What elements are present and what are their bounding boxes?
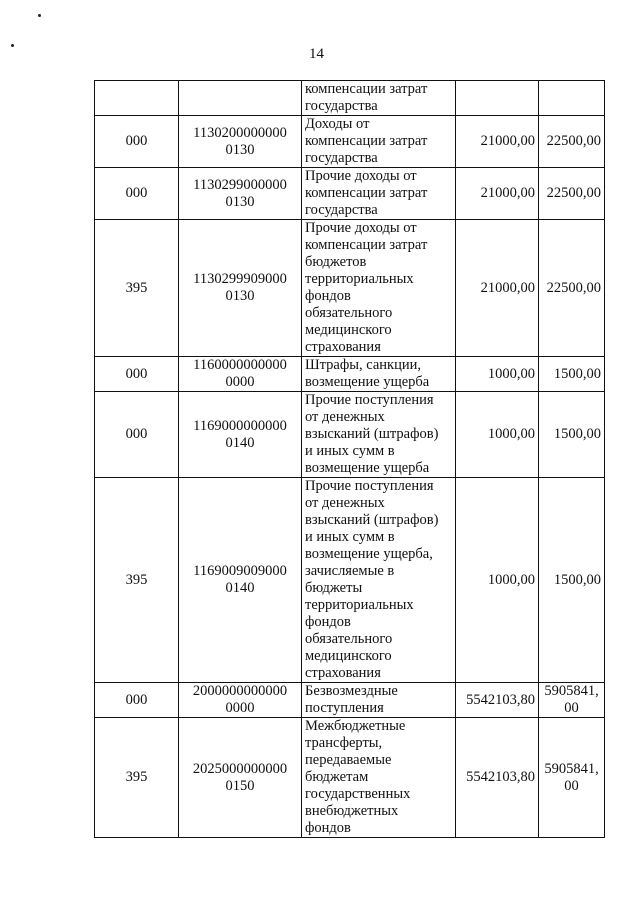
table-row bbox=[95, 116, 605, 168]
code-line: 1160000000000 bbox=[193, 357, 287, 373]
classification-code-cell bbox=[179, 718, 302, 838]
revenue-name-cell bbox=[302, 116, 456, 168]
code-line: 0000 bbox=[225, 374, 255, 390]
amount-year1-cell: 5542103,80 bbox=[456, 718, 539, 838]
code-line: 0130 bbox=[225, 288, 255, 304]
name-line: бюджеты bbox=[305, 580, 363, 596]
admin-code-cell bbox=[95, 81, 179, 116]
name-line: компенсации затрат bbox=[305, 237, 428, 253]
revenue-name-cell bbox=[302, 220, 456, 357]
name-line: фондов bbox=[305, 288, 351, 304]
code-line: 0000 bbox=[225, 700, 255, 716]
name-line: зачисляемые в bbox=[305, 563, 395, 579]
classification-code-cell bbox=[179, 357, 302, 392]
name-line: обязательного bbox=[305, 305, 393, 321]
code-line: 2025000000000 bbox=[192, 760, 288, 777]
admin-code-cell: 395 bbox=[95, 718, 179, 838]
name-line: компенсации затрат bbox=[305, 81, 428, 97]
amount-year2-cell bbox=[539, 478, 605, 683]
name-line: возмещение ущерба, bbox=[305, 546, 433, 562]
classification-code-cell bbox=[179, 683, 302, 718]
classification-code-cell bbox=[179, 168, 302, 220]
revenue-name-cell bbox=[302, 392, 456, 478]
admin-code-cell: 000 bbox=[95, 116, 179, 168]
name-line: возмещение ущерба bbox=[305, 460, 430, 476]
name-line: бюджетам bbox=[305, 769, 369, 785]
admin-code-cell: 000 bbox=[95, 357, 179, 392]
amount-year1-cell: 5542103,80 bbox=[456, 683, 539, 718]
name-line: поступления bbox=[305, 700, 384, 716]
table-row bbox=[95, 392, 605, 478]
name-line: компенсации затрат bbox=[305, 133, 428, 149]
code-line: 2000000000000 bbox=[192, 683, 288, 699]
name-line: и иных сумм в bbox=[305, 443, 395, 459]
table-row bbox=[95, 168, 605, 220]
name-line: Штрафы, санкции, bbox=[305, 357, 421, 373]
code-line: 1169000000000 bbox=[193, 417, 287, 434]
classification-code-cell bbox=[179, 220, 302, 357]
amount-year1-cell: 1000,00 bbox=[456, 392, 539, 478]
name-line: и иных сумм в bbox=[305, 529, 395, 545]
name-line: территориальных bbox=[305, 597, 414, 613]
table-row bbox=[95, 718, 605, 838]
name-line: страхования bbox=[305, 339, 381, 355]
name-line: от денежных bbox=[305, 409, 385, 425]
name-line: фондов bbox=[305, 820, 351, 836]
classification-code-cell bbox=[179, 116, 302, 168]
amount-year2-cell bbox=[539, 81, 605, 116]
name-line: страхования bbox=[305, 665, 381, 681]
code-line: 1130200000000 bbox=[193, 124, 287, 141]
name-line: государства bbox=[305, 98, 378, 114]
admin-code-cell: 395 bbox=[95, 220, 179, 357]
amount-year1-cell bbox=[456, 81, 539, 116]
code-line: 0130 bbox=[225, 141, 255, 158]
amount-year1-cell: 1000,00 bbox=[456, 357, 539, 392]
amount-line: 1500,00 bbox=[553, 426, 601, 442]
code-line: 1169009009000 bbox=[193, 563, 287, 579]
amount-year2-cell bbox=[539, 168, 605, 220]
amount-line: 5905841, bbox=[544, 683, 599, 699]
name-line: внебюджетных bbox=[305, 803, 399, 819]
name-line: бюджетов bbox=[305, 254, 367, 270]
amount-year2-cell bbox=[539, 116, 605, 168]
name-line: государственных bbox=[305, 786, 411, 802]
scan-speck bbox=[11, 44, 14, 47]
amount-line: 00 bbox=[564, 777, 579, 794]
amount-year1-cell: 1000,00 bbox=[456, 478, 539, 683]
admin-code-cell: 395 bbox=[95, 478, 179, 683]
code-line: 0140 bbox=[225, 434, 255, 451]
code-line: 0140 bbox=[225, 580, 255, 596]
amount-line: 5905841, bbox=[544, 760, 599, 777]
amount-line: 22500,00 bbox=[546, 279, 601, 296]
name-line: Прочие поступления bbox=[305, 478, 434, 494]
scan-speck bbox=[38, 14, 41, 17]
name-line: Прочие доходы от bbox=[305, 168, 417, 184]
amount-year1-cell: 21000,00 bbox=[456, 168, 539, 220]
code-line: 1130299000000 bbox=[193, 176, 287, 193]
amount-year2-cell bbox=[539, 718, 605, 838]
revenue-name-cell bbox=[302, 718, 456, 838]
name-line: обязательного bbox=[305, 631, 393, 647]
amount-line: 00 bbox=[564, 700, 579, 716]
revenue-name-cell bbox=[302, 478, 456, 683]
name-line: медицинского bbox=[305, 648, 392, 664]
name-line: компенсации затрат bbox=[305, 185, 428, 201]
name-line: Безвозмездные bbox=[305, 683, 398, 699]
revenue-name-cell bbox=[302, 683, 456, 718]
name-line: от денежных bbox=[305, 495, 385, 511]
revenue-name-cell bbox=[302, 357, 456, 392]
name-line: взысканий (штрафов) bbox=[305, 512, 439, 528]
revenue-name-cell bbox=[302, 168, 456, 220]
table-row bbox=[95, 683, 605, 718]
amount-year2-cell bbox=[539, 683, 605, 718]
amount-year1-cell: 21000,00 bbox=[456, 220, 539, 357]
amount-line: 1500,00 bbox=[553, 571, 601, 588]
name-line: Межбюджетные bbox=[305, 718, 406, 734]
revenue-table-body bbox=[95, 81, 605, 838]
classification-code-cell bbox=[179, 81, 302, 116]
name-line: возмещение ущерба bbox=[305, 374, 430, 390]
revenue-table bbox=[94, 80, 605, 838]
revenue-name-cell bbox=[302, 81, 456, 116]
code-line: 1130299909000 bbox=[193, 271, 287, 287]
admin-code-cell: 000 bbox=[95, 392, 179, 478]
name-line: медицинского bbox=[305, 322, 392, 338]
amount-line: 22500,00 bbox=[546, 133, 601, 149]
name-line: фондов bbox=[305, 614, 351, 630]
name-line: территориальных bbox=[305, 271, 414, 287]
name-line: взысканий (штрафов) bbox=[305, 426, 439, 442]
name-line: государства bbox=[305, 150, 378, 166]
table-row bbox=[95, 357, 605, 392]
table-row bbox=[95, 478, 605, 683]
amount-year1-cell: 21000,00 bbox=[456, 116, 539, 168]
name-line: Прочие доходы от bbox=[305, 220, 417, 236]
admin-code-cell: 000 bbox=[95, 168, 179, 220]
name-line: трансферты, bbox=[305, 735, 383, 751]
amount-line: 22500,00 bbox=[546, 185, 601, 201]
table-row bbox=[95, 81, 605, 116]
name-line: государства bbox=[305, 202, 378, 218]
amount-year2-cell bbox=[539, 392, 605, 478]
classification-code-cell bbox=[179, 392, 302, 478]
page-number: 14 bbox=[309, 46, 324, 62]
code-line: 0150 bbox=[225, 777, 255, 794]
name-line: Прочие поступления bbox=[305, 392, 434, 408]
name-line: передаваемые bbox=[305, 752, 392, 768]
name-line: Доходы от bbox=[305, 116, 370, 132]
code-line: 0130 bbox=[225, 193, 255, 210]
amount-year2-cell bbox=[539, 357, 605, 392]
classification-code-cell bbox=[179, 478, 302, 683]
table-row bbox=[95, 220, 605, 357]
amount-line: 1500,00 bbox=[553, 365, 601, 382]
amount-year2-cell bbox=[539, 220, 605, 357]
admin-code-cell: 000 bbox=[95, 683, 179, 718]
